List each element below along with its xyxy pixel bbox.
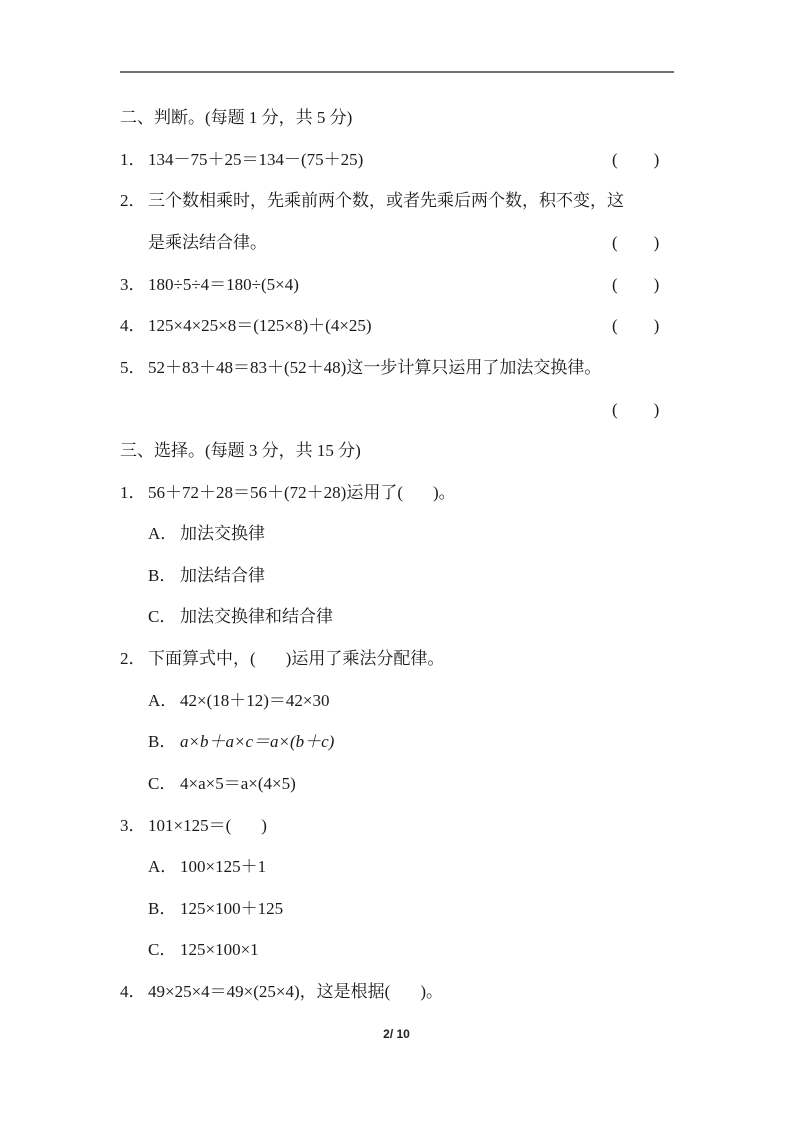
judgment-item-1 — [120, 150, 363, 170]
option-text: 125×100＋125 — [180, 899, 284, 918]
choice-question-1 — [120, 483, 456, 503]
judgment-item-3 — [120, 275, 299, 295]
question-number: 2． — [120, 649, 146, 668]
item-number: 4． — [120, 316, 146, 335]
item-number: 3． — [120, 275, 146, 294]
question-stem-end: )运用了乘法分配律。 — [285, 649, 445, 668]
option-text: 125×100×1 — [180, 940, 259, 959]
option-label: A． — [148, 524, 178, 543]
option-label: C． — [148, 940, 177, 959]
option-label: B． — [148, 566, 177, 585]
question-number: 1． — [120, 483, 146, 502]
section-heading-judgment: 二、判断。(每题 1 分，共 5 分) — [120, 108, 353, 127]
option-text: 加法交换律和结合律 — [180, 607, 333, 626]
question-number: 4． — [120, 982, 146, 1001]
option-label: A． — [148, 691, 178, 710]
option-c[interactable] — [148, 940, 259, 960]
answer-blank-1[interactable]: ( ) — [612, 150, 660, 169]
question-stem-start: 49×25×4＝49×(25×4)，这是根据( — [148, 982, 391, 1001]
option-label: B． — [148, 732, 177, 751]
choice-question-4 — [120, 982, 443, 1002]
section-heading-choice: 三、选择。(每题 3 分，共 15 分) — [120, 441, 361, 460]
option-text: 加法交换律 — [180, 524, 265, 543]
judgment-item-2-continued: 是乘法结合律。 — [148, 233, 267, 252]
item-text: 52＋83＋48＝83＋(52＋48)这一步计算只运用了加法交换律。 — [148, 358, 602, 377]
option-c[interactable] — [148, 607, 333, 627]
question-stem-end: )。 — [432, 483, 456, 502]
judgment-item-4 — [120, 316, 372, 336]
page-number: 2/ 10 — [383, 1027, 410, 1041]
item-text: 三个数相乘时，先乘前两个数，或者先乘后两个数，积不变，这 — [148, 191, 624, 210]
option-text: a×b＋a×c＝a×(b＋c) — [180, 732, 335, 751]
option-c[interactable] — [148, 774, 296, 794]
option-label: C． — [148, 607, 177, 626]
judgment-item-5 — [120, 358, 601, 378]
choice-question-3 — [120, 816, 267, 836]
question-stem-start: 56＋72＋28＝56＋(72＋28)运用了( — [148, 483, 403, 502]
question-stem-start: 101×125＝( — [148, 816, 232, 835]
item-number: 2． — [120, 191, 146, 210]
option-b[interactable] — [148, 732, 334, 752]
option-a[interactable] — [148, 857, 266, 877]
option-b[interactable] — [148, 899, 283, 919]
option-label: C． — [148, 774, 177, 793]
answer-blank-3[interactable]: ( ) — [612, 275, 660, 294]
option-label: B． — [148, 899, 177, 918]
option-text: 100×125＋1 — [180, 857, 267, 876]
question-stem-end: )。 — [420, 982, 444, 1001]
choice-question-2 — [120, 649, 444, 669]
option-b[interactable] — [148, 566, 265, 586]
option-label: A． — [148, 857, 178, 876]
answer-blank-4[interactable]: ( ) — [612, 316, 660, 335]
option-text: 42×(18＋12)＝42×30 — [180, 691, 330, 710]
question-stem-start: 下面算式中，( — [148, 649, 256, 668]
header-rule — [120, 71, 674, 73]
item-number: 5． — [120, 358, 146, 377]
option-a[interactable] — [148, 691, 330, 711]
question-number: 3． — [120, 816, 146, 835]
option-text: 4×a×5＝a×(4×5) — [180, 774, 296, 793]
judgment-item-2 — [120, 191, 624, 211]
answer-blank-2[interactable]: ( ) — [612, 233, 660, 252]
question-stem-end: ) — [261, 816, 267, 835]
option-a[interactable] — [148, 524, 265, 544]
item-text: 180÷5÷4＝180÷(5×4) — [148, 275, 299, 294]
option-text: 加法结合律 — [180, 566, 265, 585]
item-text: 134－75＋25＝134－(75＋25) — [148, 150, 364, 169]
item-number: 1． — [120, 150, 146, 169]
item-text: 125×4×25×8＝(125×8)＋(4×25) — [148, 316, 372, 335]
answer-blank-5[interactable]: ( ) — [612, 400, 660, 419]
